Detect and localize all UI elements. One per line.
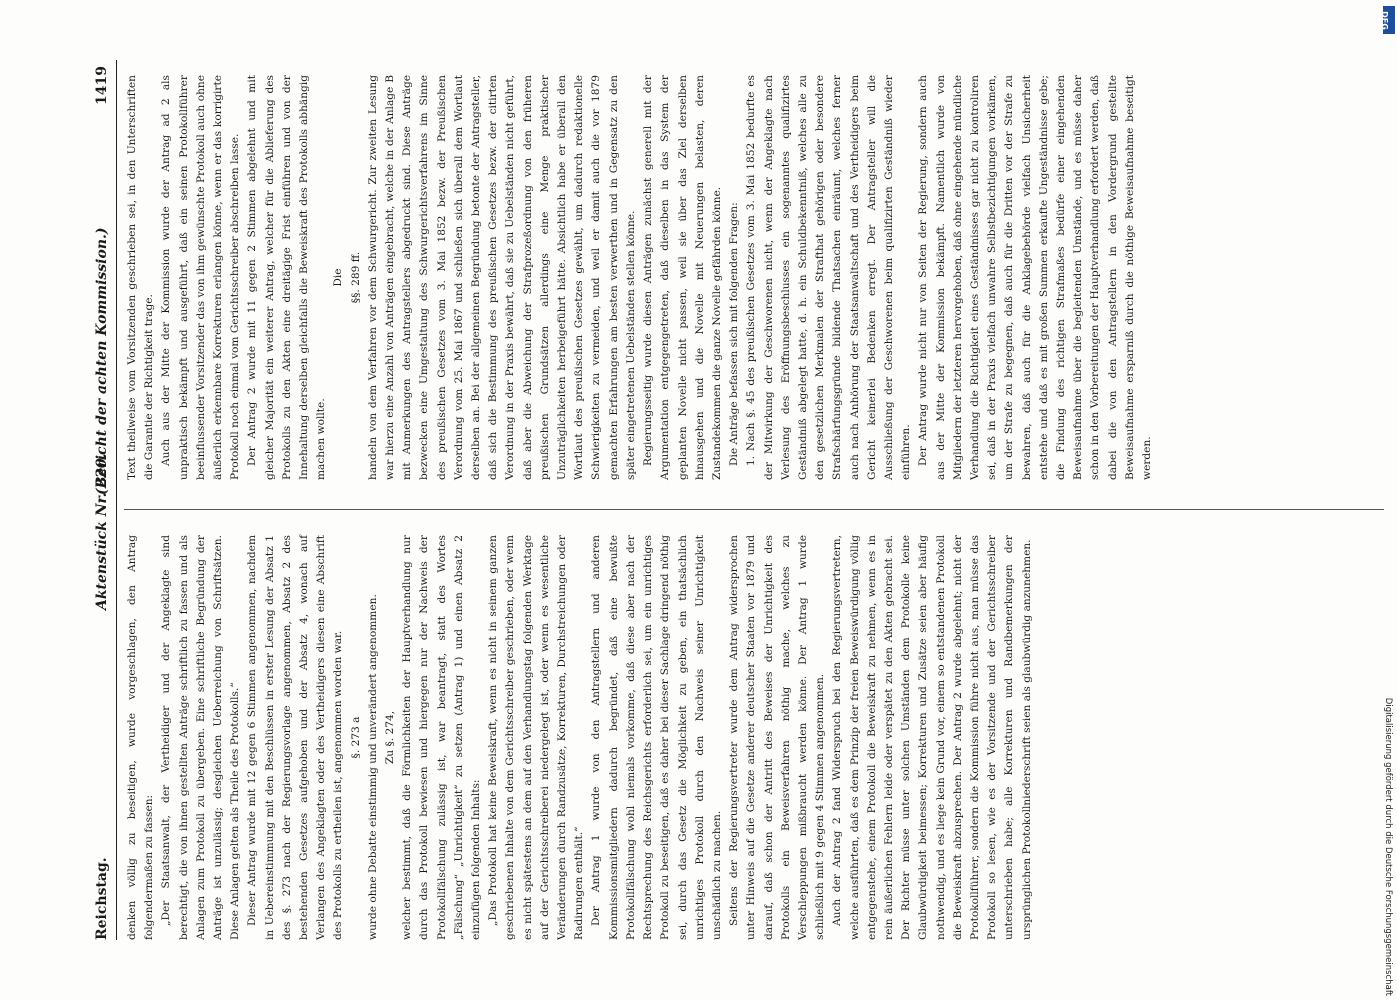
paragraph: welcher bestimmt, daß die Förmlichkeiten der Hauptverhandlung nur durch das Protokoll bewiesen und hiergegen nur der Nachweis der Protokollfälschung zulässig ist, war beantragt, statt des Wortes „Fälschung“ „Unrichtigkeit“ zu setzen (Antrag 1) und einen Absatz 2 einzufügen folgenden Inhalts:: [401, 535, 483, 940]
paragraph: Dieser Antrag wurde mit 12 gegen 6 Stimmen angenommen, nachdem in Uebereinstimmung mit den Beschlüssen in erster Lesung der Absatz 1 des §. 273 nach der Regierungsvorlage angenommen, Absatz 2 des bestehenden Gesetzes aufgehoben und der Absatz 4, wonach auf Verlangen des Angeklagten oder des Vertheidigers diesen eine Abschrift des Protokolls zu ertheilen ist, angenommen worden war.: [246, 535, 345, 940]
paragraph: Der Antrag wurde nicht nur von Seiten der Regierung, sondern auch aus der Mitte der Kommission bekämpft. Namentlich wurde von Mitgliedern der letzteren hervorgehoben, daß ohne eingehende mündliche Verhandlung die Richtigkeit eines Geständnisses gar nicht zu kontroliren sei, daß in der Praxis vielfach unwahre Selbstbezichtigungen vorkämen, um der Strafe zu begegnen, daß auch für die Dritten vor der Strafe zu bewahren, daß auch für die Anklagebehörde vielfach Unsicherheit entstehe und daß es mit großen Summen erkaufte Ungeständnisse gebe; die Findung des richtigen Strafmaßes bedürfe einer eingehenden Beweisaufnahme über die begleitenden Umstände, und es müsse daher schon in den Vorbereitungen der Hauptverhandlung erfordert werden, daß dabei die von den Antragstellern in den Vordergrund gestellte Beweisaufnahme ersparniß durch die nöthige Beweisaufnahme beseitigt werden.: [917, 75, 1153, 480]
paragraph: „Der Staatsanwalt, der Vertheidiger und der Angeklagte sind berechtigt, die von ihnen gestellten Anträge schriftlich zu fassen und als Anlagen zum Protokoll zu übergeben. Eine schriftliche Begründung der Anträge ist unzulässig; desgleichen Ueberreichung von Schriftsätzen. Diese Anlagen gelten als Theile des Protokolls.“: [160, 535, 242, 940]
header-center: Aktenstück Nr. 220.: [94, 453, 110, 610]
paragraph: Auch aus der Mitte der Kommission wurde der Antrag ad 2 als unpraktisch bekämpft und ausgeführt, daß ein seinen Protokollführer beeinflussender Vorsitzender das von ihm gewünschte Protokoll auch ohne äußerlich erkennbare Korrekturen erlangen könne, wenn er das korrigirte Protokoll noch einmal vom Gerichtsschreiber abschreiben lasse.: [160, 75, 242, 480]
header-commission: (Bericht der achten Kommission.): [94, 227, 110, 495]
paragraph: wurde ohne Debatte einstimmig und unverändert angenommen.: [366, 594, 379, 940]
dfg-logo-text: DFG: [1379, 11, 1389, 30]
paragraph: Regierungsseitig wurde diesen Anträgen zunächst generell mit der Argumentation entgegengetreten, daß dieselben in das System der geplanten Novelle nicht passen, weil sie über das Ziel derselben hinausgehen und die Novelle mit Neuerungen belasten, deren Zustandekommen die ganze Novelle gefährden könne.: [642, 75, 723, 480]
rotated-page-content: [90, 60, 1390, 940]
column-divider: [124, 509, 1384, 510]
dfg-logo-icon: [1379, 6, 1395, 34]
paragraph: Auch der Antrag 2 fand Widerspruch bei den Regierungsvertretern, welche ausführten, daß es dem Prinzip der freien Beweiswürdigung völlig entgegenstehe, einem Protokoll die Beweiskraft zu nehmen, wenn es in rein äußerlichen Fehlern leide oder verspätet zu den Akten gebracht sei. Der Richter müsse unter solchen Umständen dem Protokolle keine Glaubwürdigkeit beimessen; Korrekturen und Zusätze seien aber häufig nothwendig, und es liege kein Grund vor, einem so entstandenen Protokoll die Beweiskraft abzusprechen. Der Antrag 2 wurde abgelehnt; nicht der Protokollführer, sondern die Kommission führe nicht aus, man müsse das Protokoll so lesen, wie es der Vorsitzende und der Gerichtsschreiber unterschrieben habe; alle Korrekturen und Randbemerkungen der ursprünglichen Protokollniederschrift seien als glaubwürdig anzunehmen.: [831, 535, 1033, 940]
section-heading: §§. 289 ff.: [349, 251, 362, 304]
section-heading: Die: [332, 268, 345, 287]
paragraph: denken völlig zu beseitigen, wurde vorgeschlagen, den Antrag folgendermaßen zu fassen:: [126, 535, 156, 940]
header-rule: [116, 60, 117, 940]
paragraph: Seitens der Regierungsvertreter wurde dem Antrag widersprochen unter Hinweis auf die Gesetze anderer deutscher Staaten vor 1879 und darauf, daß schon der Antritt des Beweises der Unrichtigkeit des Protokolls ein Beweisverfahren nöthig mache, welches zu Verschleppungen mißbraucht werden könne. Der Antrag 1 wurde schließlich mit 9 gegen 4 Stimmen angenommen.: [728, 535, 827, 940]
paragraph: Der Antrag 1 wurde von den Antragstellern und anderen Kommissionsmitgliedern dadurch begründet, daß eine bewußte Protokollfälschung wohl niemals vorkomme, daß diese aber nach der Rechtsprechung des Reichsgerichts erforderlich sei, um ein unrichtiges Protokoll zu beseitigen, daß es daher bei dieser Sachlage dringend nöthig sei, durch das Gesetz die Möglichkeit zu geben, ein thatsächlich unrichtiges Protokoll durch den Nachweis seiner Unrichtigkeit unschädlich zu machen.: [590, 535, 723, 940]
funding-sidebar: [1380, 4, 1396, 996]
paragraph: Die Anträge befassen sich mit folgenden Fragen:: [728, 202, 741, 466]
funding-note: Digitalisierung gefördert durch die Deutsche Forschungsgemeinschaft: [1383, 697, 1393, 996]
section-heading: Zu §. 274,: [384, 710, 397, 765]
page-number: 1419: [94, 66, 110, 105]
right-column: [124, 75, 1156, 480]
running-header: [90, 60, 116, 940]
paragraph: handeln von dem Verfahren vor dem Schwurgericht. Zur zweiten Lesung war hierzu eine Anzahl von Anträgen eingebracht, welche in der Anlage B mit Anmerkungen des Antragstellers abgedruckt sind. Diese Anträge bezwecken eine Umgestaltung des Schwurgerichtsverfahrens im Sinne des preußischen Gesetzes vom 3. Mai 1852 bezw. der Preußischen Verordnung vom 25. Mai 1867 und schließen sich überall dem Wortlaut derselben an. Bei der allgemeinen Begründung betonte der Antragsteller, daß sich die Bestimmung des preußischen Gesetzes bezw. der citirten Verordnung in der Praxis bewährt, daß sie zu Uebelständen nicht geführt, daß aber die Abweichung der Strafprozeßordnung von den früheren preußischen Grundsätzen allerdings eine Menge praktischer Unzuträglichkeiten herbeigeführt hätte. Absichtlich habe er überall den Wortlaut des preußischen Gesetzes gewählt, um dadurch redaktionelle Schwierigkeiten zu vermeiden, und weil er damit auch die vor 1879 gemachten Erfahrungen am besten verwerthen und in Gegensatz zu den später eingetretenen Uebelständen stellen könne.: [366, 75, 637, 480]
paragraph: „Das Protokoll hat keine Beweiskraft, wenn es nicht in seinem ganzen geschriebenen Inhalte von dem Gerichtsschreiber geschrieben, oder wenn es nicht spätestens an dem auf den Verhandlungstag folgenden Werktage auf der Gerichtsschreiberei niedergelegt ist, oder wenn es wesentliche Veränderungen durch Randzusätze, Korrekturen, Durchstreichungen oder Radirungen enthält.“: [487, 535, 586, 940]
paragraph: Der Antrag 2 wurde mit 11 gegen 2 Stimmen abgelehnt und mit gleicher Majorität ein weiterer Antrag, welcher für die Ablieferung des Protokolls zu den Akten eine dreitägige Frist einführen und von der Innehaltung derselben gleichfalls die Beweiskraft des Protokolls abhängig machen wollte.: [246, 75, 328, 480]
section-heading: §. 273 a: [349, 716, 362, 759]
header-left: Reichstag.: [94, 857, 110, 940]
paragraph: 1. Nach §. 45 des preußischen Gesetzes vom 3. Mai 1852 bedurfte es der Mitwirkung der Geschworenen nicht, wenn der Angeklagte nach Verlesung des Eröffnungsbeschlusses ein sogenanntes qualifizirtes Geständniß abgelegt hatte, d. h. ein Schuldbekenntniß, welches alle zu den gesetzlichen Merkmalen der Strafthat gehörigen oder besondere Strafschärfungsgründe bildende Thatsachen einräumt, welches ferner auch nach Anhörung der Staatsanwaltschaft und des Vertheidigers beim Gericht keinerlei Bedenken erregt. Der Antragsteller will die Ausschließung der Geschworenen beim qualifizirten Geständniß wieder einführen.: [745, 75, 913, 480]
paragraph: Text theilweise vom Vorsitzenden geschrieben sei, in den Unterschriften die Garantie der Richtigkeit trage.: [126, 75, 156, 480]
left-column: [124, 535, 1036, 940]
